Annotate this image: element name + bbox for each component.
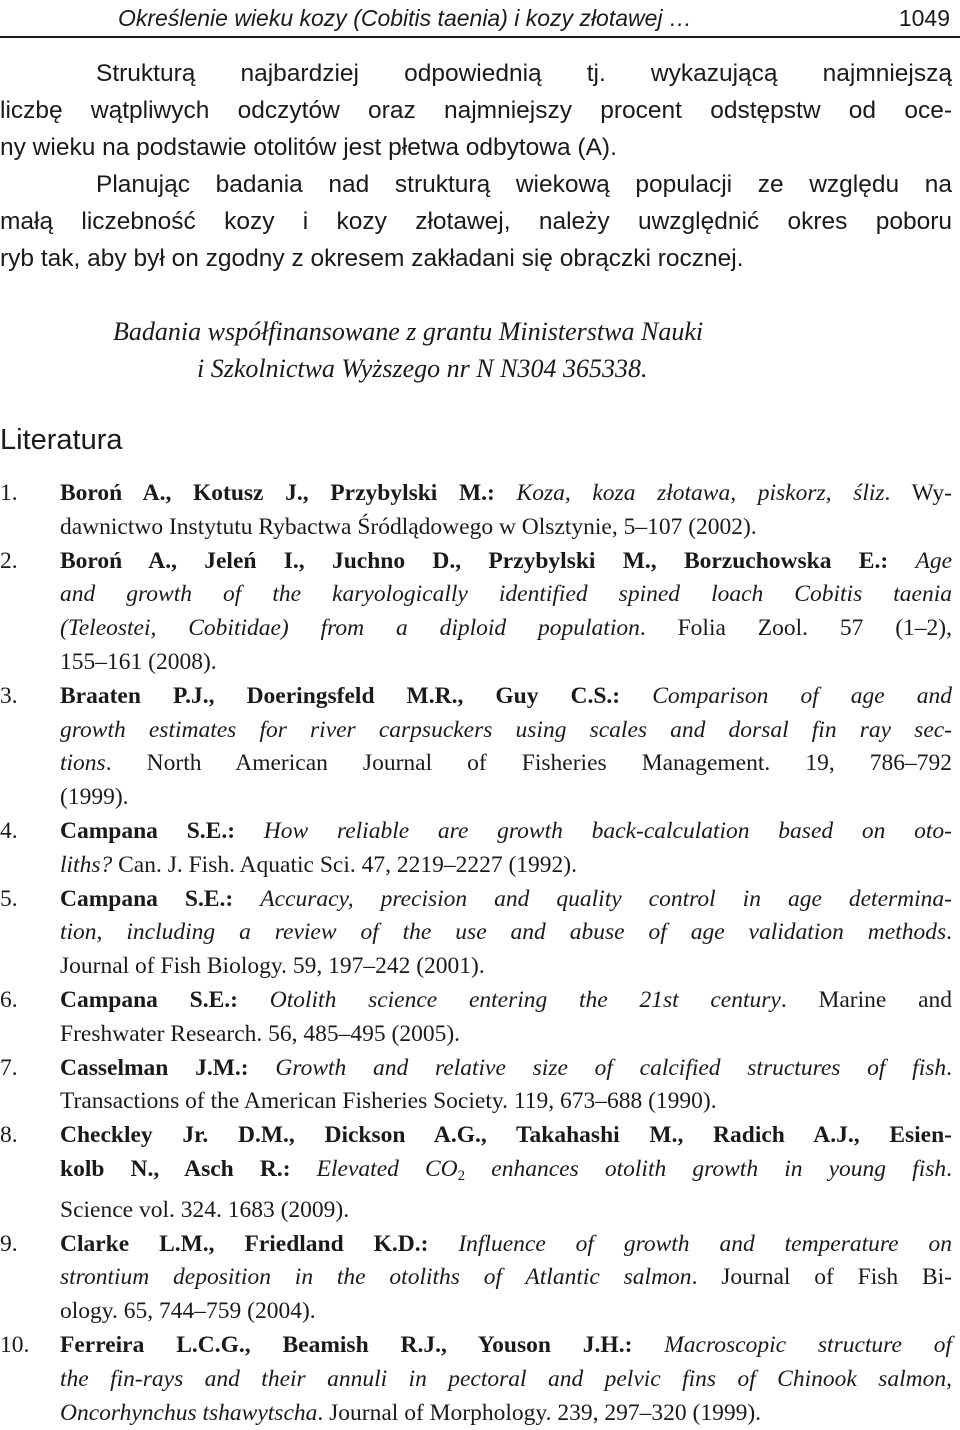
reference-number: 1. (0, 480, 18, 506)
reference-text: dawnictwo Instytutu Rybactwa Śródlądowego w Olsztynie, 5–107 (2002). (60, 513, 757, 540)
reference-authors: Boroń A., Jeleń I., Juchno D., Przybylski M., Borzuchowska E.: (60, 547, 889, 574)
reference-text: (1999). (60, 784, 129, 811)
reference-title: tions (60, 750, 106, 777)
reference-text: Journal of Fish Biology. 59, 197–242 (2001). (60, 953, 485, 980)
reference-line (60, 680, 952, 714)
reference-line (60, 1329, 952, 1363)
reference-title: Koza, koza złotawa, piskorz, śliz (516, 480, 885, 506)
reference-line (60, 477, 952, 511)
reference-text (428, 1231, 458, 1257)
reference-text (235, 818, 264, 844)
reference-text: . (946, 1054, 952, 1081)
reference-line (60, 1261, 952, 1295)
reference-item (0, 984, 952, 1052)
funding-note (113, 313, 853, 387)
page-number: 1049 (898, 5, 950, 31)
reference-authors: kolb N., Asch R.: (60, 1155, 291, 1182)
reference-title: Oncorhynchus tshawytscha (60, 1399, 318, 1426)
reference-text: . Folia Zool. 57 (1–2), (639, 615, 953, 642)
reference-line (60, 984, 952, 1018)
reference-text: . North American Journal of Fisheries Management. 19, 786–792 (105, 750, 952, 777)
reference-authors: Casselman J.M.: (60, 1054, 249, 1081)
paragraph-line: liczbę wątpliwych odczytów oraz najmniejszy procent odstępstw od oce- (0, 97, 952, 124)
reference-list (0, 477, 952, 1430)
reference-line (60, 1085, 952, 1119)
reference-title: enhances otolith growth in young fish (465, 1155, 947, 1182)
reference-number: 5. (0, 885, 18, 912)
reference-title: Influence of growth and temperature on (458, 1230, 953, 1257)
reference-title: tion, including a review of the use and abuse of age validation methods (60, 919, 947, 946)
reference-number: 6. (0, 986, 18, 1013)
reference-authors: Ferreira L.C.G., Beamish R.J., Youson J.H.: (60, 1331, 633, 1358)
reference-line (60, 1119, 952, 1153)
reference-item (0, 815, 952, 883)
reference-text: . Wy- (884, 480, 952, 506)
reference-authors: Campana S.E.: (60, 817, 236, 844)
reference-text: . (946, 1155, 952, 1182)
reference-text: Freshwater Research. 56, 485–495 (2005). (60, 1020, 461, 1047)
reference-text (620, 683, 652, 709)
reference-line (60, 714, 952, 748)
reference-title: Elevated CO (316, 1155, 458, 1182)
reference-title: Comparison of age and (652, 682, 952, 709)
reference-text: Science vol. 324. 1683 (2009). (60, 1196, 350, 1223)
reference-authors: Campana S.E.: (60, 885, 234, 912)
reference-line (60, 1052, 952, 1086)
reference-text: 155–161 (2008). (60, 648, 217, 675)
reference-line (60, 849, 952, 883)
reference-text: ology. 65, 744–759 (2004). (60, 1298, 316, 1325)
running-title: Określenie wieku kozy (Cobitis taenia) i kozy złotawej … (118, 5, 692, 31)
reference-line (60, 1194, 952, 1228)
reference-title: liths? (60, 851, 113, 878)
reference-title: (Teleostei, Cobitidae) from a diploid population (60, 615, 640, 642)
reference-item (0, 1119, 952, 1227)
reference-text (291, 1156, 317, 1182)
reference-title: Growth and relative size of calcified structures of fish (275, 1054, 947, 1081)
reference-item (0, 1228, 952, 1329)
reference-item (0, 1052, 952, 1120)
reference-text: . (946, 919, 952, 946)
reference-line (60, 1363, 952, 1397)
reference-item (0, 1329, 952, 1430)
reference-line (60, 747, 952, 781)
reference-item (0, 545, 952, 680)
reference-number: 2. (0, 547, 18, 574)
reference-item (0, 477, 952, 545)
reference-title: Accuracy, precision and quality control in age determina- (260, 885, 952, 912)
reference-line (60, 950, 952, 984)
paragraph-line: Strukturą najbardziej odpowiednią tj. wykazującą najmniejszą (96, 60, 952, 87)
reference-line (60, 545, 952, 579)
reference-title: Age (915, 547, 953, 574)
reference-line (60, 1397, 952, 1430)
paragraph-conclusion (0, 55, 952, 166)
reference-authors: Boroń A., Kotusz J., Przybylski M.: (60, 480, 495, 506)
reference-text: . Journal of Morphology. 239, 297–320 (1999). (317, 1399, 762, 1426)
reference-number: 4. (0, 817, 18, 844)
reference-line (60, 646, 952, 680)
reference-line (60, 1228, 952, 1262)
reference-title: growth estimates for river carpsuckers using scales and dorsal fin ray sec- (60, 716, 952, 743)
paragraph-line: małą liczebność kozy i kozy złotawej, należy uwzględnić okres poboru (0, 208, 952, 235)
paragraph-line: ryb tak, aby był on zgodny z okresem zakładani się obrączki rocznej. (0, 245, 744, 272)
paragraph-line: Planując badania nad strukturą wiekową populacji ze względu na (96, 171, 952, 198)
reference-line (60, 1018, 952, 1052)
reference-number: 10. (0, 1331, 30, 1358)
reference-line (60, 815, 952, 849)
reference-line (60, 578, 952, 612)
reference-line (60, 916, 952, 950)
reference-line (60, 781, 952, 815)
reference-title: strontium deposition in the otoliths of Atlantic salmon (60, 1264, 692, 1291)
paragraph-sampling-note (0, 166, 952, 277)
reference-number: 7. (0, 1054, 18, 1081)
reference-text: . Marine and (780, 986, 953, 1013)
reference-number: 9. (0, 1230, 18, 1257)
reference-item (0, 883, 952, 984)
reference-text (632, 1332, 664, 1358)
funding-line: i Szkolnictwa Wyższego nr N N304 365338. (197, 354, 648, 383)
funding-line: Badania współfinansowane z grantu Ministerstwa Nauki (113, 317, 704, 346)
reference-text (238, 987, 270, 1013)
reference-title: How reliable are growth back-calculation based on oto- (263, 817, 953, 844)
reference-line (60, 511, 952, 545)
reference-text: Transactions of the American Fisheries Society. 119, 673–688 (1990). (60, 1088, 717, 1115)
reference-title: Macroscopic structure of (664, 1331, 952, 1358)
reference-text: Can. J. Fish. Aquatic Sci. 47, 2219–2227 (1992). (112, 851, 578, 878)
reference-authors: Checkley Jr. D.M., Dickson A.G., Takahashi M., Radich A.J., Esien- (60, 1122, 952, 1149)
reference-line (60, 1295, 952, 1329)
reference-title: Otolith science entering the 21st century (269, 986, 781, 1013)
subscript: 2 (457, 1167, 466, 1184)
reference-line (60, 883, 952, 917)
reference-text (495, 480, 517, 506)
reference-authors: Braaten P.J., Doeringsfeld M.R., Guy C.S.: (60, 682, 621, 709)
reference-text (249, 1055, 276, 1081)
running-header (0, 0, 960, 38)
reference-title: the fin-rays and their annuli in pectoral and pelvic fins of Chinook salmon, (60, 1365, 952, 1392)
reference-item (0, 680, 952, 815)
reference-number: 3. (0, 682, 18, 709)
reference-authors: Clarke L.M., Friedland K.D.: (60, 1230, 429, 1257)
literature-heading: Literatura (0, 424, 123, 456)
reference-text (233, 886, 260, 912)
paragraph-line: ny wieku na podstawie otolitów jest płetwa odbytowa (A). (0, 134, 617, 161)
reference-number: 8. (0, 1122, 18, 1149)
reference-authors: Campana S.E.: (60, 986, 238, 1013)
reference-title: and growth of the karyologically identified spined loach Cobitis taenia (60, 581, 952, 608)
reference-line (60, 1153, 952, 1194)
reference-text (888, 548, 915, 574)
reference-line (60, 612, 952, 646)
reference-text: . Journal of Fish Bi- (691, 1264, 953, 1291)
